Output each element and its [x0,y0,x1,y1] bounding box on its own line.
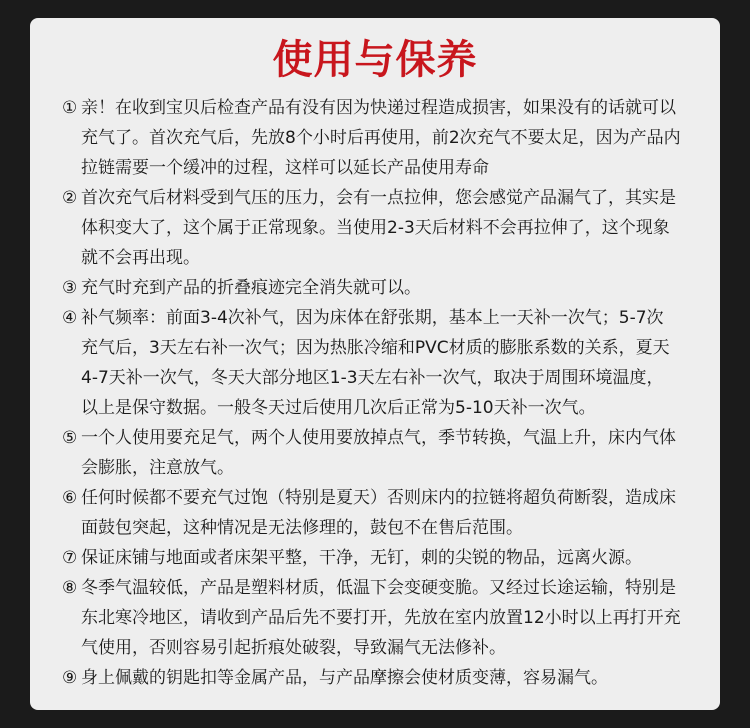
item-number: ⑧ [62,578,78,598]
item-text-line: 充气了。首次充气后，先放8个小时后再使用，前2次充气不要太足，因为产品内 [81,128,681,148]
care-item-7 [62,543,702,573]
item-text-line: 充气时充到产品的折叠痕迹完全消失就可以。 [81,278,421,298]
item-text-line: 拉链需要一个缓冲的过程，这样可以延长产品使用寿命 [81,158,489,178]
item-number: ④ [62,308,78,328]
item-text-line: 4-7天补一次气，冬天大部分地区1-3天左右补一次气，取决于周围环境温度， [81,368,664,388]
item-number: ② [62,188,78,208]
item-text-line: 补气频率：前面3-4次补气，因为床体在舒张期，基本上一天补一次气；5-7次 [81,308,664,328]
item-text-line: 身上佩戴的钥匙扣等金属产品，与产品摩擦会使材质变薄，容易漏气。 [81,668,608,688]
item-text-line: 会膨胀，注意放气。 [81,458,234,478]
item-text-line: 任何时候都不要充气过饱（特别是夏天）否则床内的拉链将超负荷断裂，造成床 [81,488,676,508]
care-item-8 [62,573,702,663]
item-text-line: 以上是保守数据。一般冬天过后使用几次后正常为5-10天补一次气。 [81,398,596,418]
item-number: ⑨ [62,668,78,688]
item-text-line: 体积变大了，这个属于正常现象。当使用2-3天后材料不会再拉伸了，这个现象 [81,218,670,238]
care-item-5 [62,423,702,483]
care-item-3 [62,273,702,303]
item-text-line: 一个人使用要充足气，两个人使用要放掉点气，季节转换，气温上升，床内气体 [81,428,676,448]
care-instructions-panel [30,18,720,710]
item-text-line: 气使用，否则容易引起折痕处破裂，导致漏气无法修补。 [81,638,506,658]
item-text-line: 就不会再出现。 [81,248,200,268]
item-number: ⑦ [62,548,78,568]
item-text-line: 东北寒冷地区，请收到产品后先不要打开，先放在室内放置12小时以上再打开充 [81,608,681,628]
item-number: ⑤ [62,428,78,448]
care-item-1 [62,93,702,183]
item-text-line: 冬季气温较低，产品是塑料材质，低温下会变硬变脆。又经过长途运输，特别是 [81,578,676,598]
page-title: 使用与保养 [272,37,478,83]
item-text-line: 亲！在收到宝贝后检查产品有没有因为快递过程造成损害，如果没有的话就可以 [81,98,676,118]
care-item-6 [62,483,702,543]
care-items-list [62,93,702,693]
item-text-line: 保证床铺与地面或者床架平整，干净，无钉，刺的尖锐的物品，远离火源。 [81,548,642,568]
care-item-4 [62,303,702,423]
item-text-line: 充气后，3天左右补一次气；因为热胀冷缩和PVC材质的膨胀系数的关系，夏天 [81,338,670,358]
item-number: ③ [62,278,78,298]
item-text-line: 面鼓包突起，这种情况是无法修理的，鼓包不在售后范围。 [81,518,523,538]
care-item-2 [62,183,702,273]
item-number: ① [62,98,78,118]
item-text-line: 首次充气后材料受到气压的压力，会有一点拉伸，您会感觉产品漏气了，其实是 [81,188,676,208]
item-number: ⑥ [62,488,78,508]
care-item-9 [62,663,702,693]
